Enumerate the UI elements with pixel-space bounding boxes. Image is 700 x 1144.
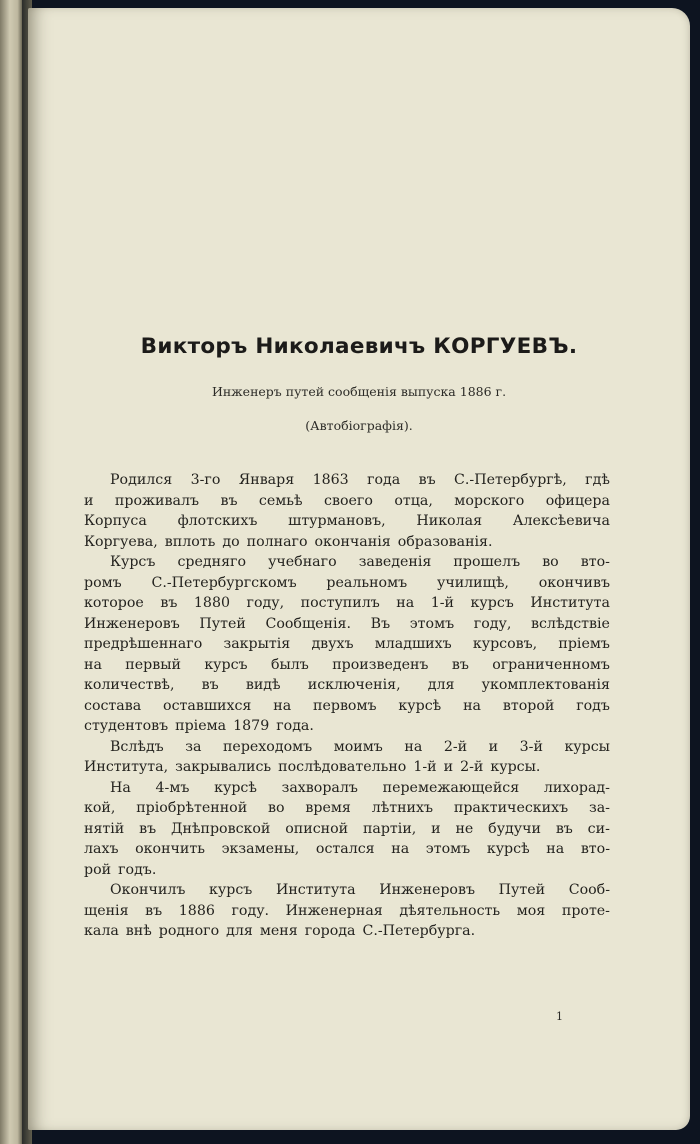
- word: вплоть: [164, 533, 216, 550]
- word: вто-: [580, 841, 610, 857]
- text-line: [84, 716, 610, 737]
- text-line: [84, 511, 610, 532]
- word: въ: [555, 820, 573, 837]
- text-line: [84, 491, 610, 512]
- word: 4-мъ: [155, 779, 190, 796]
- word: во: [268, 800, 285, 816]
- word: произведенъ: [332, 656, 429, 673]
- word: партіи,: [362, 820, 417, 837]
- word: ограниченномъ: [492, 656, 610, 673]
- word: окончанія: [314, 533, 391, 550]
- word: захворалъ: [281, 779, 358, 796]
- word: курсѣ: [214, 779, 257, 796]
- word: пріема: [175, 718, 227, 734]
- word: этомъ: [409, 615, 455, 632]
- text-line: [84, 470, 610, 491]
- word: 1880: [193, 595, 231, 611]
- text-line: [84, 655, 610, 676]
- word: С.-Петербурга.: [362, 923, 476, 939]
- word: С.-Петербургскомъ: [151, 574, 297, 591]
- word: полнаго: [246, 533, 308, 550]
- word: въ: [220, 492, 238, 509]
- word: на: [463, 697, 481, 714]
- word: реальномъ: [326, 574, 408, 591]
- text-line: [84, 860, 610, 881]
- word: кой,: [84, 800, 116, 816]
- word: состава: [84, 697, 142, 714]
- text-line: [84, 921, 610, 942]
- word: экзамены,: [221, 841, 300, 857]
- word: въ: [139, 820, 157, 837]
- text-line: [84, 778, 610, 799]
- word: флотскихъ: [177, 513, 258, 529]
- word: образованія.: [397, 533, 493, 550]
- word: курсы: [564, 738, 610, 755]
- word: 3-го: [190, 472, 221, 488]
- left-page-edge: [0, 0, 22, 1144]
- word: семьѣ: [258, 492, 303, 509]
- word: годъ: [576, 697, 610, 714]
- word: на: [396, 595, 415, 611]
- word: въ: [201, 677, 219, 693]
- word: прошелъ: [453, 554, 521, 570]
- word: На: [110, 779, 131, 796]
- word: средняго: [177, 554, 246, 570]
- word: укомплектованія: [481, 677, 610, 693]
- word: послѣдовательно: [278, 759, 407, 775]
- word: время: [305, 800, 351, 816]
- word: курсъ: [204, 656, 248, 673]
- text-line: [84, 634, 610, 655]
- word: году.: [231, 902, 270, 919]
- word: курсы.: [490, 759, 541, 775]
- word: С.-Петербургѣ,: [454, 472, 567, 488]
- word: Николая: [416, 513, 483, 529]
- word: штурмановъ,: [288, 513, 386, 529]
- word: Днѣпровской: [170, 820, 271, 837]
- word: моя: [516, 902, 546, 919]
- autobiography-note: (Автобіографія).: [305, 418, 413, 433]
- word: курсъ: [470, 595, 514, 611]
- page-number: 1: [556, 1010, 563, 1023]
- word: курсѣ: [486, 841, 530, 857]
- word: си-: [587, 820, 610, 837]
- word: 3-й: [519, 738, 543, 755]
- word: гдѣ: [585, 472, 610, 488]
- word: для: [427, 677, 455, 693]
- word: на: [404, 738, 423, 755]
- word: за: [185, 738, 202, 755]
- body-text: [84, 470, 610, 942]
- word: этомъ: [425, 841, 471, 857]
- word: вслѣдствіе: [531, 615, 610, 632]
- word: Сообщенія.: [265, 615, 351, 632]
- word: исключенія,: [307, 677, 401, 693]
- word: города: [304, 923, 356, 939]
- text-line: [84, 573, 610, 594]
- text-line: [84, 552, 610, 573]
- paragraph: [84, 552, 610, 737]
- word: 1886: [178, 902, 215, 919]
- word: пріемъ: [558, 636, 610, 652]
- word: Инженерная: [285, 902, 383, 919]
- word: отца,: [394, 492, 433, 509]
- word: остался: [315, 841, 375, 857]
- word: окончивъ: [538, 574, 610, 591]
- word: до: [222, 533, 240, 550]
- word: пріобрѣтенной: [136, 800, 248, 816]
- word: дѣятельность: [399, 902, 501, 919]
- word: года.: [276, 718, 314, 734]
- word: описной: [285, 820, 349, 837]
- word: практическихъ: [453, 800, 569, 816]
- word: закрывались: [175, 759, 272, 775]
- word: лѣтнихъ: [371, 800, 434, 816]
- text-line: [84, 901, 610, 922]
- word: первый: [125, 656, 181, 673]
- word: Путей: [199, 615, 246, 632]
- word: предрѣшеннаго: [84, 636, 203, 652]
- word: студентовъ: [84, 718, 169, 734]
- word: курсъ: [209, 882, 253, 898]
- word: Курсъ: [110, 554, 156, 570]
- word: внѣ: [125, 923, 152, 939]
- word: Корпуса: [84, 513, 147, 529]
- word: на: [546, 841, 565, 857]
- word: лихорад-: [543, 779, 610, 796]
- word: Родился: [110, 472, 173, 488]
- word: годъ.: [118, 861, 157, 878]
- word: нятій: [84, 820, 125, 837]
- word: проживалъ: [114, 492, 199, 509]
- word: переходомъ: [222, 738, 313, 755]
- word: перемежающейся: [382, 779, 520, 796]
- word: въ: [145, 902, 163, 919]
- word: которое: [84, 595, 144, 611]
- word: ромъ: [84, 574, 122, 591]
- word: второй: [502, 697, 555, 714]
- word: рой: [84, 861, 112, 878]
- word: на: [273, 697, 292, 714]
- word: не: [455, 820, 474, 837]
- word: былъ: [270, 656, 309, 673]
- word: года: [367, 472, 401, 488]
- word: въ: [451, 656, 469, 673]
- word: и: [84, 492, 94, 509]
- word: Института,: [84, 759, 169, 775]
- word: во: [542, 554, 559, 570]
- word: вто-: [580, 554, 610, 570]
- text-line: [84, 737, 610, 758]
- word: моимъ: [333, 738, 383, 755]
- word: за-: [588, 800, 610, 816]
- word: и: [443, 759, 454, 775]
- word: родного: [158, 923, 220, 939]
- word: и: [488, 738, 499, 755]
- word: количествѣ,: [84, 677, 175, 693]
- word: Алексѣевича: [512, 513, 610, 529]
- word: Инженеровъ: [84, 615, 180, 632]
- word: на: [391, 841, 410, 857]
- word: училищѣ,: [436, 574, 509, 591]
- word: учебнаго: [268, 554, 337, 570]
- word: первомъ: [313, 697, 377, 714]
- text-line: [84, 675, 610, 696]
- word: и: [431, 820, 441, 837]
- word: въ: [418, 472, 436, 488]
- page-title: Викторъ Николаевичъ КОРГУЕВЪ.: [140, 334, 578, 359]
- word: 1-й: [430, 595, 455, 611]
- word: будучи: [488, 820, 541, 837]
- text-line: [84, 839, 610, 860]
- text-line: [84, 532, 610, 553]
- page-subtitle: Инженеръ путей сообщенія выпуска 1886 г.: [211, 384, 507, 399]
- word: 2-й: [460, 759, 484, 775]
- word: видѣ: [245, 677, 281, 693]
- word: проте-: [561, 902, 610, 919]
- word: двухъ: [311, 636, 354, 652]
- word: поступилъ: [300, 595, 380, 611]
- text-line: [84, 614, 610, 635]
- word: году,: [246, 595, 285, 611]
- word: офицера: [545, 492, 610, 509]
- word: 1879: [233, 718, 270, 734]
- word: для: [226, 923, 253, 939]
- word: морского: [454, 492, 525, 509]
- text-line: [84, 880, 610, 901]
- paragraph: [84, 470, 610, 552]
- word: Института: [275, 882, 356, 898]
- text-line: [84, 696, 610, 717]
- word: курсѣ: [398, 697, 442, 714]
- text-line: [84, 819, 610, 840]
- word: кала: [84, 923, 119, 939]
- word: 1-й: [413, 759, 437, 775]
- word: году,: [473, 615, 512, 632]
- word: заведенія: [358, 554, 432, 570]
- paragraph: [84, 778, 610, 881]
- word: Января: [238, 472, 295, 488]
- word: курсовъ,: [472, 636, 538, 652]
- paragraph: [84, 737, 610, 778]
- word: меня: [259, 923, 298, 939]
- word: Окончилъ: [110, 882, 186, 898]
- word: Коргуева,: [84, 533, 158, 550]
- word: въ: [160, 595, 178, 611]
- word: Инженеровъ: [379, 882, 475, 898]
- word: Вслѣдъ: [110, 738, 164, 755]
- text-line: [84, 593, 610, 614]
- word: 1863: [312, 472, 349, 488]
- book-page: [28, 8, 690, 1130]
- word: лахъ: [84, 841, 119, 857]
- word: Въ: [370, 615, 391, 632]
- paragraph: [84, 880, 610, 942]
- word: Путей: [498, 882, 546, 898]
- text-line: [84, 798, 610, 819]
- word: своего: [324, 492, 373, 509]
- word: Сооб-: [568, 882, 610, 898]
- word: оставшихся: [163, 697, 252, 714]
- word: на: [84, 656, 102, 673]
- word: окончить: [135, 841, 205, 857]
- word: Института: [530, 595, 610, 611]
- word: младшихъ: [374, 636, 452, 652]
- word: закрытія: [223, 636, 291, 652]
- text-line: [84, 757, 610, 778]
- word: 2-й: [443, 738, 468, 755]
- word: щенія: [84, 902, 129, 919]
